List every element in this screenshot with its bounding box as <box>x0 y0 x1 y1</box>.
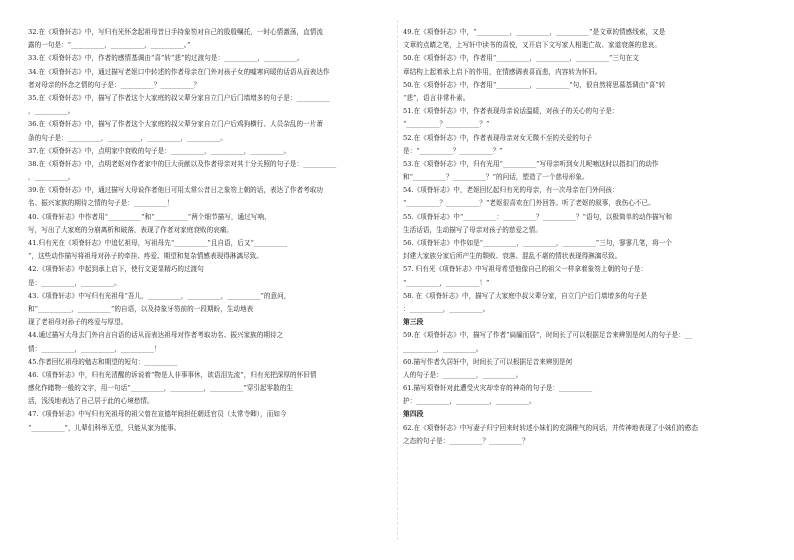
text-line: 39.在《项脊轩志》中，通过描写大母说作者他日可用太常公昔日之象笏上朝的话，表达了作者考取功 <box>28 186 323 195</box>
section-heading: 第四段 <box>403 410 424 419</box>
text-line: “__________？__________？”老妪很喜欢在门外回答。听了老妪的叙事，我伤心不已。 <box>403 199 655 208</box>
section-heading: 第三段 <box>403 318 424 327</box>
text-line: 53.在《项脊轩志》中，归有光用“__________”写母亲听到女儿呢喃这时以指扣门的动作 <box>403 159 659 168</box>
text-line: 52.在《项脊轩志》中，作者表现母亲对女无微不至的关爱的句子 <box>403 133 593 142</box>
text-line: 60.描写作者久居轩中，时间长了可以根据足音来辨别是何 <box>403 357 573 366</box>
text-line: 和“__________？__________？”的问话，塑造了一个慈母形象。 <box>403 173 589 182</box>
text-line: 和“__________，__________”的自语，以及持象牙笏前的一段期盼，生动地表 <box>28 304 254 313</box>
text-line: 50.在《项脊轩志》中，作者用“__________，__________”句，很自然将思慕基调由“喜”转 <box>403 80 666 89</box>
text-line: 35.在《项脊轩志》中，描写了作者这个大家庭的叔父辈分家自立门户后门墙增多的句子是：__________ <box>28 93 330 102</box>
text-line: 46.《项脊轩志》中，归有光清醒的诉说着“物是人非事事休，欲语泪先流”，归有光把深厚的怀旧情 <box>28 370 317 379</box>
text-line: “__________”，儿辈们科举无望，只能从家为能事。 <box>28 423 181 432</box>
text-line: 写，写出了大家庭的分崩离析和破落，表现了作者对家庭衰败的哀痛。 <box>28 225 234 234</box>
text-line: 50.在《项脊轩志》中，作者用“__________，__________，__________”三句在文 <box>403 54 639 63</box>
text-line: ，__________。 <box>28 107 75 116</box>
text-line: 露的一句是：“__________，__________，__________。” <box>28 41 191 50</box>
text-line: 47.《项脊轩志》中写归有光祖母的祖父曾在宣德年间担任朝廷官员（太常寺卿），而如今 <box>28 410 287 419</box>
text-line: 38.在《项脊轩志》中，点明老妪对作者家中的巨大贡献以及作者母亲对其十分关照的句子是：__________ <box>28 159 337 168</box>
text-line: 者对母亲的怀念之情的句子是：__________？__________？ <box>28 80 201 89</box>
text-line: “__________，__________！” <box>403 278 490 287</box>
text-line: 62.在《项脊轩志》中写妻子归宁回来时转述小妹们的充满稚气的问话，并传神地表现了小妹们的憨态 <box>403 423 698 432</box>
text-line: 条的句子是：__________，__________，__________，__________。 <box>28 133 227 142</box>
text-line: 是：__________，__________。 <box>28 278 121 287</box>
text-line: 章结构上起着承上启下的作用，在情感调表喜而悲，内容转为怀旧。 <box>403 67 602 76</box>
text-line: 之态的句子是：__________？__________？ <box>403 436 529 445</box>
right-column <box>403 26 776 448</box>
text-line: 情：__________，__________，__________！ <box>28 344 161 353</box>
text-line: 45.作者回忆祖母的勉志和期望的短句：__________ <box>28 357 178 366</box>
text-line: 43.《项脊轩志》中写归有光祖母“吾儿，__________，__________，__________”的意问， <box>28 291 291 300</box>
text-line: 现了老祖母对孙子的疼爱与厚望。 <box>28 318 128 327</box>
text-line: ，__________。 <box>28 173 75 182</box>
text-line: 55.《项脊轩志》中“__________：__________？__________？”语句，以极简单的动作描写和 <box>403 212 672 221</box>
text-line: 40.《项脊轩志》中作者用“__________”和“__________”两个细节描写，通过写响、 <box>28 212 271 221</box>
text-line: 文章的点睛之笔，上写轩中读书的喜悦，又开启下文写家人相逝亡故、家道衰落的悲哀。 <box>403 41 661 50</box>
text-line: __________，__________。 <box>403 344 483 353</box>
text-line: 是：“__________？__________？” <box>403 146 503 155</box>
text-line: 生活话语，生动描写了母亲对孩子的慈爱之情。 <box>403 225 542 234</box>
text-line: 58. 在《项脊轩志》中，描写了大家庭中叔父辈分家，自立门户后门墙增多的句子是 <box>403 291 648 300</box>
text-line: 61.描写项脊轩对此遭受火灾却幸存的神奇的句子是：__________ <box>403 384 593 393</box>
text-line: 感化作睹物一般的文字，用一句话“__________，__________，__________”穿引起零散的生 <box>28 384 294 393</box>
text-line: 封建大家族分家后所产生的颓败、衰落、混乱不堪的情状表现得淋漓尽致。 <box>403 252 622 261</box>
text-line: 34.在《项脊轩志》中，通过描写老妪口中转述的作者母亲在门外对孩子女的嘘寒问暖的话语从而表达作 <box>28 67 330 76</box>
text-line: 活，浅浅地表达了自己居于此的心境愁情。 <box>28 397 154 406</box>
text-line: 36.在《项脊轩志》中，描写了作者这个大家庭的叔父辈分家自立门户后鸡狗横行、人员杂乱的一片萧 <box>28 120 323 129</box>
text-line: 33.在《项脊轩志》中，作者的感情基调由“喜”转“悲”的过渡句是：__________，__________。 <box>28 54 304 63</box>
text-line: 41.归有光在《项脊轩志》中追忆祖母，写祖母先“__________”且自语，后又“__________ <box>28 239 288 247</box>
text-line: 57. 归有光《项脊轩志》中写祖母希望他像自己的祖父一样拿着象笏上朝的句子是： <box>403 265 648 274</box>
text-line: 56.《项脊轩志》中作如是“__________，__________，__________”三句，寥寥几笔，将一个 <box>403 239 672 247</box>
text-line: 名、振兴家族的期待之情的句子是：__________！ <box>28 199 174 208</box>
text-line: 54.《项脊轩志》中，老妪回忆起归有光的母亲，有一次母亲在门外问孩： <box>403 186 619 195</box>
text-line: 42.《项脊轩志》中起到承上启下，使行文更显精巧的过渡句 <box>28 265 204 274</box>
text-line: 护：__________，__________，__________。 <box>403 397 536 406</box>
left-column <box>28 26 401 435</box>
text-line: 44.通过描写大母去门外自言自语的话从而表达祖母对作者考取功名、振兴家族的期待之 <box>28 331 284 340</box>
text-line: 37.在《项脊轩志》中，点明家中衰败的句子是：__________，__________，__________。 <box>28 146 291 155</box>
text-line: ”，这些动作描写将祖母对孙子的牵挂、疼爱、期望和复杂情感表现得淋漓尽致。 <box>28 252 263 261</box>
text-line: 49.在《项脊轩志》中，“__________，__________，__________”是文章的情感线索，又是 <box>403 28 666 36</box>
text-line: 51.在《项脊轩志》中，作者表现母亲说话温暖，对孩子的关心的句子是： <box>403 107 619 116</box>
text-line: 人的句子是：__________，__________。 <box>403 370 523 379</box>
text-line: 59.在《项脊轩志》中，描写了作者“扃牖而居”，时间长了可以根据足音来辨别是何人的句子是：__ <box>403 331 692 340</box>
text-line: “__________？__________？” <box>403 120 490 129</box>
text-line: “悲”，语言非常朴素。 <box>403 93 470 102</box>
text-line: 32.在《项脊轩志》中，写归有光怀念起祖母昔日手持象笏对自己的殷殷嘱托，一时心情激荡，直情流 <box>28 28 323 36</box>
text-line: ：__________，__________。 <box>403 304 490 313</box>
